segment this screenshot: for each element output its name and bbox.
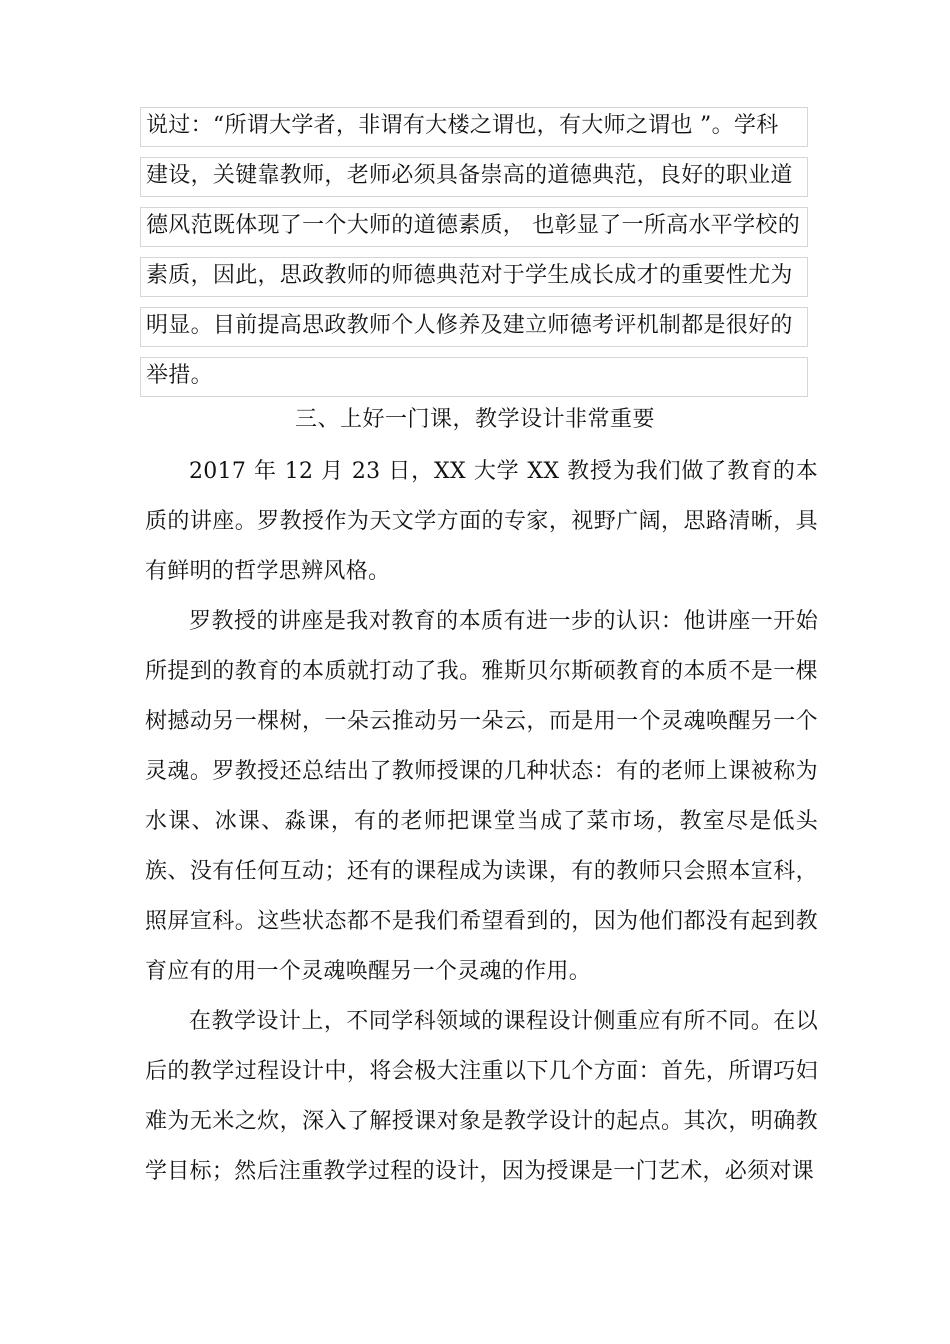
boxed-line-text: 建设，关键靠教师，老师必须具备崇高的道德典范，良好的职业道 — [146, 163, 793, 188]
boxed-text-block — [140, 103, 810, 403]
boxed-line-3 — [140, 203, 810, 253]
boxed-line-2 — [140, 153, 810, 203]
boxed-line-text: 说过：“所谓大学者，非谓有大楼之谓也，有大师之谓也 ”。学科 — [146, 113, 779, 138]
body-text — [145, 447, 818, 1197]
section-heading: 三、上好一门课，教学设计非常重要 — [294, 407, 655, 432]
boxed-line-text: 素质，因此，思政教师的师德典范对于学生成长成才的重要性尤为 — [146, 263, 793, 288]
boxed-line-text: 举措。 — [146, 363, 213, 388]
boxed-line-5 — [140, 303, 810, 353]
paragraph-2: 罗教授的讲座是我对教育的本质有进一步的认识：他讲座一开始所提到的教育的本质就打动了我。雅斯贝尔斯硕教育的本质不是一棵树撼动另一棵树，一朵云推动另一朵云，而是用一个灵魂唤醒另一个灵魂。罗教授还总结出了教师授课的几种状态：有的老师上课被称为水课、冰课、淼课，有的老师把课堂当成了菜市场，教室尽是低头族、没有任何互动；还有的课程成为读课，有的教师只会照本宣科，照屏宣科。这些状态都不是我们希望看到的，因为他们都没有起到教育应有的用一个灵魂唤醒另一个灵魂的作用。 — [145, 609, 818, 984]
line-frame — [140, 357, 808, 397]
boxed-line-6 — [140, 353, 810, 403]
paragraph-3: 在教学设计上，不同学科领域的课程设计侧重应有所不同。在以后的教学过程设计中，将会极大注重以下几个方面：首先，所谓巧妇难为无米之炊，深入了解授课对象是教学设计的起点。其次，明确教学目标；然后注重教学过程的设计，因为授课是一门艺术，必须对课 — [145, 1009, 818, 1184]
boxed-line-4 — [140, 253, 810, 303]
boxed-line-text: 德风范既体现了一个大师的道德素质， 也彰显了一所高水平学校的 — [146, 213, 800, 238]
boxed-line-1 — [140, 103, 810, 153]
boxed-line-text: 明显。目前提高思政教师个人修养及建立师德考评机制都是很好的 — [146, 313, 793, 338]
paragraph-1: 2017 年 12 月 23 日，XX 大学 XX 教授为我们做了教育的本质的讲座。罗教授作为天文学方面的专家，视野广阔，思路清晰，具有鲜明的哲学思辨风格。 — [145, 459, 818, 584]
